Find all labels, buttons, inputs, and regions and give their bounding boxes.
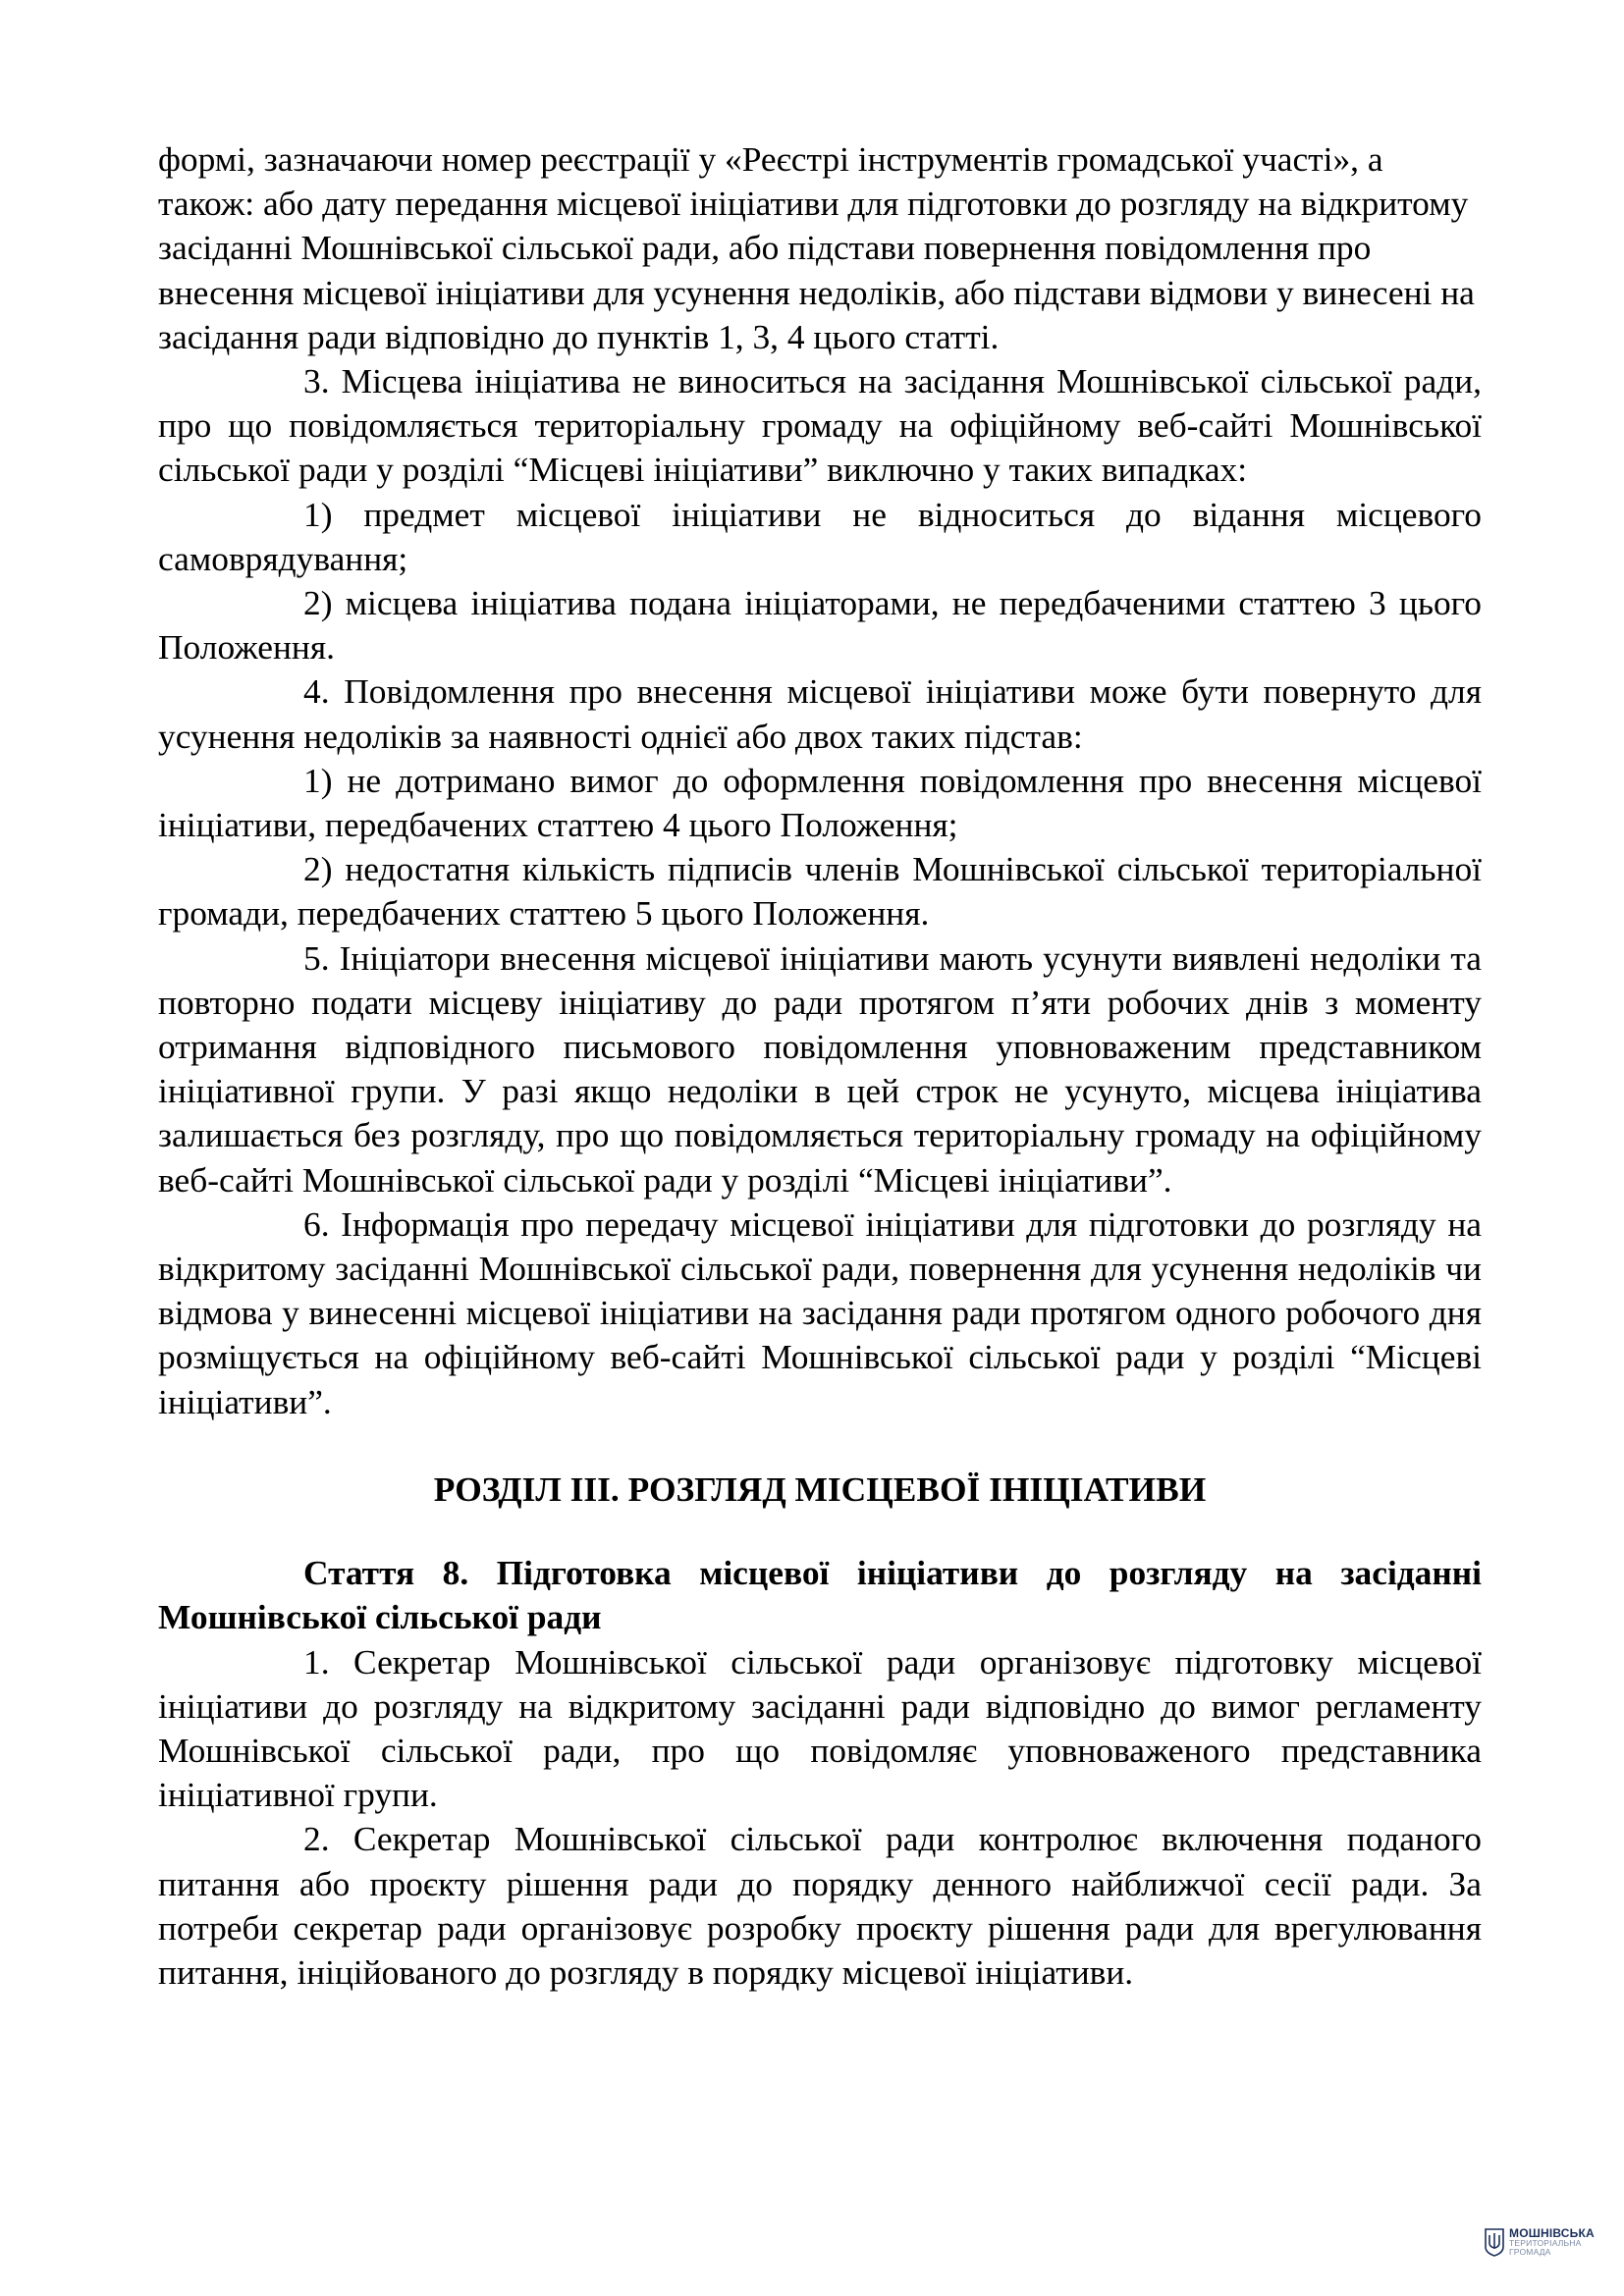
article-paragraph-1: 1. Секретар Мошнівської сільської ради організовує підготовку місцевої ініціативи до розгляду на відкритому засіданні ради відповідно до вимог регламенту Мошнівської сільської ради, про що повідомляє уповноваженого представника ініціативної групи. <box>158 1641 1482 1815</box>
paragraph-point-5: 5. Ініціатори внесення місцевої ініціативи мають усунути виявлені недоліки та повторно подати місцеву ініціативу до ради протягом п’яти робочих днів з моменту отримання відповідного письмового повідомлення уповноваженим представником ініціативної групи. У разі якщо недоліки в цей строк не усунуто, місцева ініціатива залишається без розгляду, про що повідомляється територіальну громаду на офіційному веб-сайті Мошнівської сільської ради у розділі “Місцеві ініціативи”. <box>158 937 1482 1200</box>
paragraph-subpoint-3-2: 2) місцева ініціатива подана ініціаторами, не передбаченими статтею 3 цього Положення. <box>158 583 1482 667</box>
document-page <box>158 137 1482 1995</box>
paragraph-continuation: формі, зазначаючи номер реєстрації у «Реєстрі інструментів громадської участі», а також: або дату передання місцевої ініціативи для підготовки до розгляду на відкритому засіданні Мошнівської сільської ради, або підстави повернення повідомлення про внесення місцевої ініціативи для усунення недоліків, або підстави відмови у винесені на засідання ради відповідно до пунктів 1, 3, 4 цього статті. <box>158 139 1475 356</box>
paragraph-point-3: 3. Місцева ініціатива не виноситься на засідання Мошнівської сільської ради, про що повідомляється територіальну громаду на офіційному веб-сайті Мошнівської сільської ради у розділі “Місцеві ініціативи” виключно у таких випадках: <box>158 361 1482 490</box>
article-heading: Стаття 8. Підготовка місцевої ініціативи до розгляду на засіданні Мошнівської сільської ради <box>158 1553 1482 1637</box>
paragraph-subpoint-3-1: 1) предмет місцевої ініціативи не відноситься до відання місцевого самоврядування; <box>158 494 1482 578</box>
paragraph-subpoint-4-2: 2) недостатня кількість підписів членів Мошнівської сільської територіальної громади, передбачених статтею 5 цього Положення. <box>158 849 1482 934</box>
paragraph-subpoint-4-1: 1) не дотримано вимог до оформлення повідомлення про внесення місцевої ініціативи, передбачених статтею 4 цього Положення; <box>158 760 1482 845</box>
trident-emblem-icon <box>1484 2227 1505 2257</box>
logo-subtitle-2: ГРОМАДА <box>1509 2247 1551 2258</box>
paragraph-point-4: 4. Повідомлення про внесення місцевої ініціативи може бути повернуто для усунення недоліків за наявності однієї або двох таких підстав: <box>158 671 1482 756</box>
logo-subtitle-1: ТЕРИТОРІАЛЬНА <box>1509 2238 1582 2249</box>
article-paragraph-2: 2. Секретар Мошнівської сільської ради контролює включення поданого питання або проєкту рішення ради до порядку денного найближчої сесії ради. За потреби секретар ради організовує розробку проєкту рішення ради для врегулювання питання, ініційованого до розгляду в порядку місцевої ініціативи. <box>158 1819 1482 1992</box>
logo-title: МОШНІВСЬКА <box>1509 2225 1595 2240</box>
section-heading: РОЗДІЛ III. РОЗГЛЯД МІСЦЕВОЇ ІНІЦІАТИВИ <box>433 1468 1207 1509</box>
community-logo <box>1484 2220 1599 2264</box>
paragraph-point-6: 6. Інформація про передачу місцевої ініціативи для підготовки до розгляду на відкритому засіданні Мошнівської сільської ради, повернення для усунення недоліків чи відмова у винесенні місцевої ініціативи на засідання ради протягом одного робочого дня розміщується на офіційному веб-сайті Мошнівської сільської ради у розділі “Місцеві ініціативи”. <box>158 1203 1482 1421</box>
